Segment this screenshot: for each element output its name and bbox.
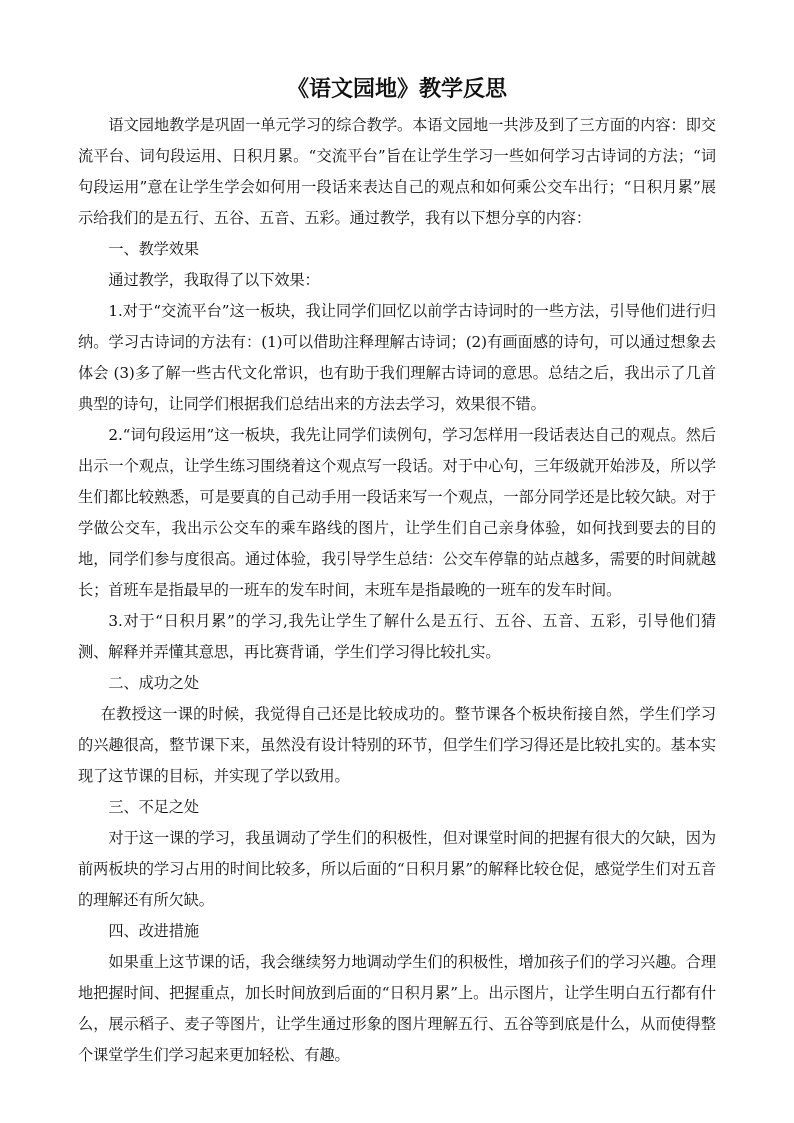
effect-item-3-paragraph: 3.对于“日积月累”的学习,我先让学生了解什么是五行、五谷、五音、五彩，引导他们猜测、解释并弄懂其意思，再比赛背诵，学生们学习得比较扎实。 [78,612,716,661]
section-heading-success: 二、成功之处 [108,674,199,692]
section-heading-shortcomings: 三、不足之处 [108,798,199,816]
document-title: 《语文园地》教学反思 [286,77,507,102]
intro-paragraph: 语文园地教学是巩固一单元学习的综合教学。本语文园地一共涉及到了三方面的内容：即交流平台、词句段运用、日积月累。“交流平台”旨在让学生学习一些如何学习古诗词的方法；“词句段运用”意在让学生学会如何用一段话来表达自己的观点和如何乘公交车出行；“日积月累”展示给我们的是五行、五谷、五音、五彩。通过教学，我有以下想分享的内容： [78,116,716,227]
shortcomings-paragraph: 对于这一课的学习，我虽调动了学生们的积极性，但对课堂时间的把握有很大的欠缺，因为前两板块的学习占用的时间比较多，所以后面的“日积月累”的解释比较仓促，感觉学生们对五音的理解还有所欠缺。 [78,829,716,909]
improvements-paragraph: 如果重上这节课的话，我会继续努力地调动学生们的积极性，增加孩子们的学习兴趣。合理地把握时间、把握重点，加长时间放到后面的“日积月累”上。出示图片，让学生明白五行都有什么，展示稻子、麦子等图片，让学生通过形象的图片理解五行、五谷等到底是什么，从而使得整个课堂学生们学习起来更加轻松、有趣。 [78,953,716,1064]
section-heading-improvements: 四、改进措施 [108,922,199,940]
effect-intro-paragraph: 通过教学，我取得了以下效果： [108,271,320,289]
document-page [78,70,716,1071]
effect-item-2-paragraph: 2.“词句段运用”这一板块，我先让同学们读例句，学习怎样用一段话表达自己的观点。然后出示一个观点，让学生练习围绕着这个观点写一段话。对于中心句，三年级就开始涉及，所以学生们都比较熟悉，可是要真的自己动手用一段话来写一个观点，一部分同学还是比较欠缺。对于学做公交车，我出示公交车的乘车路线的图片，让学生们自己亲身体验，如何找到要去的目的地，同学们参与度很高。通过体验，我引导学生总结：公交车停靠的站点越多，需要的时间就越长；首班车是指最早的一班车的发车时间，末班车是指最晚的一班车的发车时间。 [78,426,716,599]
section-heading-teaching-effect: 一、教学效果 [108,240,199,258]
success-paragraph: 在教授这一课的时候，我觉得自己还是比较成功的。整节课各个板块衔接自然，学生们学习的兴趣很高，整节课下来，虽然没有设计特别的环节，但学生们学习得还是比较扎实的。基本实现了这节课的目标，并实现了学以致用。 [78,705,716,785]
effect-item-1-paragraph: 1.对于“交流平台”这一板块，我让同学们回忆以前学古诗词时的一些方法，引导他们进行归纳。学习古诗词的方法有：(1)可以借助注释理解古诗词；(2)有画面感的诗句，可以通过想象去体会 (3)多了解一些古代文化常识，也有助于我们理解古诗词的意思。总结之后，我出示了几首典型的诗句，让同学们根据我们总结出来的方法去学习，效果很不错。 [78,302,716,413]
